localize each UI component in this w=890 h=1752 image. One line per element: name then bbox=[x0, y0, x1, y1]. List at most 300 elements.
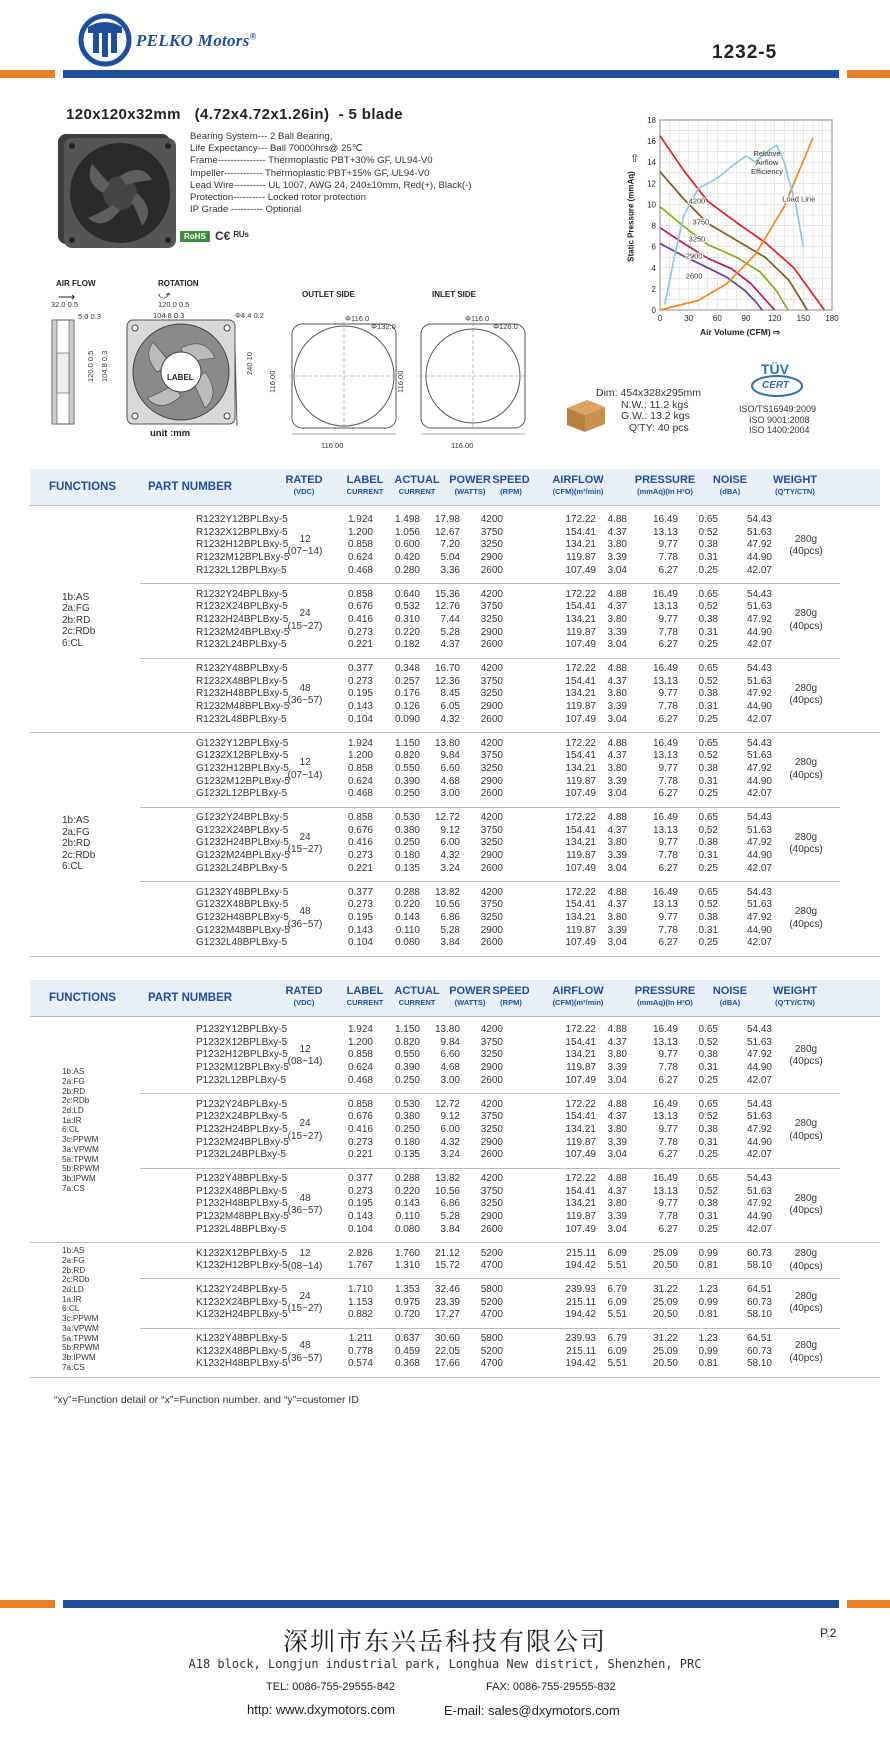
table-cell: 51.63 bbox=[746, 675, 772, 687]
table-cell: 54.43 bbox=[746, 1173, 772, 1184]
table-cell: 0.820 bbox=[394, 1036, 420, 1048]
table-cell: 54.43 bbox=[746, 1098, 772, 1110]
table-cell: 12.76 bbox=[434, 601, 460, 613]
weight: 280g bbox=[794, 1118, 818, 1130]
function-code: 5b:RPWM bbox=[62, 1343, 100, 1353]
table-cell: 0.195 bbox=[347, 688, 373, 700]
table-cell: 172.22 bbox=[565, 663, 596, 674]
table-cell: 0.110 bbox=[395, 924, 420, 936]
table-cell: 119.87 bbox=[566, 1136, 596, 1148]
function-code: 2b:RD bbox=[62, 614, 91, 626]
dim-label: Φ4.4 0.2 bbox=[235, 311, 264, 320]
table-cell: 3750 bbox=[480, 1036, 503, 1048]
table-cell: 172.22 bbox=[565, 737, 596, 749]
table-cell: 1.310 bbox=[394, 1260, 420, 1272]
chart-ytick-label: 8 bbox=[651, 221, 656, 231]
table-cell: 3.80 bbox=[607, 1049, 627, 1061]
rotation-arrow-icon: ⤻ bbox=[158, 288, 171, 302]
col-actual bbox=[390, 985, 444, 1008]
function-code: 6:CL bbox=[62, 1125, 80, 1135]
table-cell: 5.04 bbox=[440, 552, 460, 564]
table-row-part: P1232H48BPLBxy-5 bbox=[196, 1198, 288, 1210]
table-cell: 134.21 bbox=[565, 688, 596, 700]
table-cell: 44.90 bbox=[746, 1211, 772, 1223]
table-cell: 4.88 bbox=[607, 737, 627, 749]
table-cell: 0.65 bbox=[698, 886, 718, 898]
table-cell: 239.93 bbox=[565, 1333, 596, 1344]
function-code: 3c:PPWM bbox=[62, 1314, 99, 1324]
outlet-title: OUTLET SIDE bbox=[302, 290, 355, 299]
table-cell: 47.92 bbox=[746, 1123, 772, 1135]
airflow-title: AIR FLOW bbox=[56, 279, 96, 288]
table-cell: 3.39 bbox=[607, 775, 627, 787]
table-cell: 31.22 bbox=[652, 1283, 678, 1295]
table-cell: 0.31 bbox=[698, 701, 718, 713]
chart-annotation-line: Airflow bbox=[755, 157, 779, 167]
table-cell: 42.07 bbox=[746, 1223, 772, 1235]
table-cell: 6.86 bbox=[440, 911, 460, 923]
table-cell: 0.882 bbox=[347, 1309, 373, 1321]
chart-ytick-label: 10 bbox=[647, 200, 656, 210]
table-cell: 4.88 bbox=[607, 1024, 627, 1035]
table-cell: 0.180 bbox=[394, 1136, 420, 1148]
table-cell: 9.77 bbox=[658, 762, 678, 774]
header-divider bbox=[30, 1016, 880, 1017]
table-cell: 3.39 bbox=[607, 1211, 627, 1223]
col-power-title: POWER bbox=[449, 985, 491, 997]
table-cell: 1.200 bbox=[347, 526, 373, 538]
function-code: 2c:RDb bbox=[62, 1275, 90, 1285]
table-cell: 16.49 bbox=[652, 1098, 678, 1110]
table-cell: 1.211 bbox=[348, 1333, 373, 1344]
table-cell: 7.78 bbox=[658, 701, 678, 713]
header-bar-left bbox=[0, 70, 55, 78]
table-cell: 0.195 bbox=[347, 1198, 373, 1210]
weight: 280g bbox=[794, 682, 818, 694]
table-cell: 107.49 bbox=[565, 1223, 596, 1235]
table-cell: 60.73 bbox=[746, 1345, 772, 1357]
table-cell: 0.468 bbox=[347, 564, 373, 576]
table-row-part: G1232M48BPLBxy-5 bbox=[196, 924, 290, 936]
table-cell: 20.50 bbox=[652, 1309, 678, 1321]
table-cell: 0.126 bbox=[394, 701, 420, 713]
table-row-part: K1232Y24BPLBxy-5 bbox=[196, 1283, 288, 1295]
table-cell: 13.13 bbox=[652, 1185, 678, 1197]
table-cell: 4200 bbox=[480, 1173, 503, 1184]
col-pressure bbox=[625, 474, 705, 497]
table-row-part: K1232X12BPLBxy-5 bbox=[196, 1247, 288, 1259]
table-cell: 134.21 bbox=[565, 539, 596, 551]
chart-xtick-label: 30 bbox=[684, 314, 694, 323]
table-cell: 154.41 bbox=[565, 824, 596, 836]
table-cell: 25.09 bbox=[652, 1247, 678, 1259]
table-cell: 0.390 bbox=[394, 775, 420, 787]
table-cell: 3.24 bbox=[440, 862, 460, 874]
table-cell: 0.273 bbox=[347, 626, 373, 638]
table-cell: 4.68 bbox=[440, 775, 460, 787]
fax: FAX: 0086-755-29555-832 bbox=[486, 1681, 616, 1693]
table-cell: 3750 bbox=[480, 1111, 503, 1123]
table-cell: 16.49 bbox=[652, 514, 678, 525]
table-cell: 3.04 bbox=[607, 713, 627, 725]
table-cell: 2900 bbox=[480, 1062, 503, 1074]
table-cell: 54.43 bbox=[746, 588, 772, 600]
table-cell: 4.88 bbox=[607, 514, 627, 525]
col-label-unit: CURRENT bbox=[346, 998, 384, 1007]
table-cell: 0.25 bbox=[698, 713, 718, 725]
table-cell: 215.11 bbox=[566, 1296, 596, 1308]
logo bbox=[78, 13, 132, 67]
table-cell: 9.12 bbox=[440, 1111, 460, 1123]
table-cell: 0.31 bbox=[698, 924, 718, 936]
outlet-view-drawing bbox=[286, 318, 404, 436]
table-row-part: R1232M12BPLBxy-5 bbox=[196, 552, 290, 564]
email-link[interactable]: E-mail: sales@dxymotors.com bbox=[444, 1703, 620, 1718]
performance-chart bbox=[622, 116, 846, 340]
table-cell: 1.924 bbox=[347, 737, 373, 749]
table-cell: 16.70 bbox=[434, 663, 460, 674]
col-pressure-unit: (mmAq)(In H²O) bbox=[637, 487, 693, 496]
function-code: 5b:RPWM bbox=[62, 1164, 100, 1174]
table-cell: 0.104 bbox=[347, 1223, 373, 1235]
table-cell: 51.63 bbox=[746, 526, 772, 538]
spec-list bbox=[190, 131, 472, 216]
table-cell: 0.99 bbox=[698, 1296, 718, 1308]
rated-voltage: 24 bbox=[299, 608, 311, 620]
table-cell: 5800 bbox=[480, 1333, 503, 1344]
table-cell: 13.13 bbox=[652, 675, 678, 687]
chart-ytick-label: 0 bbox=[651, 306, 656, 315]
table-cell: 0.25 bbox=[698, 937, 718, 949]
table-cell: 7.78 bbox=[658, 1062, 678, 1074]
table-row-part: K1232H24BPLBxy-5 bbox=[196, 1309, 288, 1321]
table-cell: 4.32 bbox=[440, 850, 460, 862]
chart-annotation-line: Efficiency bbox=[751, 166, 784, 176]
table-cell: 2900 bbox=[480, 1211, 503, 1223]
function-code: 2b:RD bbox=[62, 1265, 86, 1275]
col-part-number: PART NUMBER bbox=[147, 992, 233, 1004]
table-cell: 4200 bbox=[480, 1098, 503, 1110]
table-row-part: K1232X24BPLBxy-5 bbox=[196, 1296, 288, 1308]
dim-label: 116.00 bbox=[396, 370, 405, 393]
table-cell: 0.52 bbox=[698, 1185, 718, 1197]
col-rated-unit: (VDC) bbox=[293, 998, 315, 1007]
table-cell: 0.820 bbox=[394, 750, 420, 762]
table-cell: 0.38 bbox=[698, 613, 718, 625]
table-cell: 0.25 bbox=[698, 564, 718, 576]
table-row-part: P1232L24BPLBxy-5 bbox=[196, 1149, 287, 1161]
iso-line: ISO/TS16949:2009 bbox=[739, 404, 817, 414]
fan-label-text: LABEL bbox=[167, 373, 194, 382]
col-weight-title: WEIGHT bbox=[773, 474, 817, 486]
table-cell: 30.60 bbox=[434, 1333, 460, 1344]
chart-annotation: 2600 bbox=[685, 271, 703, 281]
table-cell: 0.25 bbox=[698, 862, 718, 874]
table-cell: 13.13 bbox=[652, 601, 678, 613]
table-cell: 1.200 bbox=[347, 1036, 373, 1048]
col-actual-unit: CURRENT bbox=[398, 487, 436, 496]
table-cell: 172.22 bbox=[565, 886, 596, 898]
table-cell: 0.99 bbox=[698, 1247, 718, 1259]
table-cell: 6.05 bbox=[440, 701, 460, 713]
table-cell: 3.80 bbox=[607, 762, 627, 774]
table-cell: 6.09 bbox=[607, 1296, 627, 1308]
col-weight-title: WEIGHT bbox=[773, 985, 817, 997]
table-cell: 154.41 bbox=[565, 1111, 596, 1123]
table-cell: 107.49 bbox=[565, 862, 596, 874]
group-divider bbox=[140, 583, 840, 584]
table-cell: 3.80 bbox=[607, 837, 627, 849]
table-cell: 3.80 bbox=[607, 1123, 627, 1135]
table-cell: 3750 bbox=[480, 601, 503, 613]
iso-line: ISO 1400:2004 bbox=[749, 425, 810, 435]
table-cell: 0.52 bbox=[698, 601, 718, 613]
table-row-part: G1232M12BPLBxy-5 bbox=[196, 775, 290, 787]
table-cell: 107.49 bbox=[565, 937, 596, 949]
table-row-part: G1232L48BPLBxy-5 bbox=[196, 937, 288, 949]
table-cell: 2900 bbox=[480, 552, 503, 564]
table-cell: 194.42 bbox=[565, 1260, 596, 1272]
table-cell: 194.42 bbox=[565, 1309, 596, 1321]
table-cell: 0.273 bbox=[347, 1136, 373, 1148]
voltage-range: (07~14) bbox=[287, 546, 323, 558]
table-cell: 154.41 bbox=[565, 601, 596, 613]
table-cell: 7.44 bbox=[440, 613, 460, 625]
table-row-part: P1232X48BPLBxy-5 bbox=[196, 1185, 288, 1197]
table-cell: 4700 bbox=[480, 1358, 503, 1370]
chart-annotation: 2900 bbox=[685, 251, 703, 261]
table-cell: 154.41 bbox=[565, 1036, 596, 1048]
table-cell: 4200 bbox=[480, 663, 503, 674]
table-cell: 5200 bbox=[480, 1296, 503, 1308]
col-rated bbox=[278, 474, 330, 497]
table-cell: 0.31 bbox=[698, 1211, 718, 1223]
pcs-per-carton: (40pcs) bbox=[789, 620, 823, 632]
table-cell: 0.368 bbox=[394, 1358, 420, 1370]
table-cell: 172.22 bbox=[565, 812, 596, 823]
table-row-part: G1232H12BPLBxy-5 bbox=[196, 762, 289, 774]
table-row-part: R1232Y12BPLBxy-5 bbox=[196, 514, 288, 525]
table-row-part: K1232Y48BPLBxy-5 bbox=[196, 1333, 288, 1344]
table-cell: 0.720 bbox=[394, 1309, 420, 1321]
table-row-part: P1232M24BPLBxy-5 bbox=[196, 1136, 289, 1148]
col-noise-unit: (dBA) bbox=[719, 487, 741, 496]
chart-xtick-label: 90 bbox=[741, 314, 751, 323]
function-code: 2b:RD bbox=[62, 838, 91, 849]
table-cell: 42.07 bbox=[746, 788, 772, 800]
table-cell: 119.87 bbox=[566, 924, 596, 936]
dim-label: 5.0 0.3 bbox=[78, 312, 101, 321]
col-airflow-unit: (CFM)(m³/min) bbox=[552, 487, 604, 496]
table-row-part: G1232Y48BPLBxy-5 bbox=[196, 886, 289, 898]
block-divider bbox=[30, 1377, 880, 1378]
col-power-unit: (WATTS) bbox=[454, 487, 486, 496]
weight: 280g bbox=[794, 906, 818, 918]
pcs-per-carton: (40pcs) bbox=[789, 546, 823, 558]
table-cell: 16.49 bbox=[652, 663, 678, 674]
table-cell: 5200 bbox=[480, 1247, 503, 1259]
header-bar bbox=[63, 70, 839, 78]
table-cell: 0.250 bbox=[394, 837, 420, 849]
table-cell: 119.87 bbox=[566, 701, 596, 713]
function-code: 1b:AS bbox=[62, 591, 90, 603]
table-cell: 4.32 bbox=[440, 713, 460, 725]
table-cell: 13.82 bbox=[434, 886, 460, 898]
table-cell: 0.220 bbox=[394, 626, 420, 638]
col-weight-unit: (Q'TY/CTN) bbox=[775, 487, 815, 496]
table-cell: 6.27 bbox=[658, 1149, 678, 1161]
table-cell: 6.79 bbox=[607, 1283, 627, 1295]
table-cell: 0.220 bbox=[394, 1185, 420, 1197]
col-airflow bbox=[535, 985, 621, 1008]
table-cell: 2600 bbox=[480, 639, 503, 651]
dim-label: 104.8 0.3 bbox=[153, 311, 185, 320]
table-cell: 4.37 bbox=[607, 526, 627, 538]
table-cell: 0.135 bbox=[394, 1149, 420, 1161]
col-pressure-unit: (mmAq)(In H²O) bbox=[637, 998, 693, 1007]
table-cell: 0.135 bbox=[394, 862, 420, 874]
table-row-part: R1232X48BPLBxy-5 bbox=[196, 675, 288, 687]
rated-voltage: 12 bbox=[299, 757, 311, 769]
col-weight bbox=[760, 474, 830, 497]
table-cell: 0.220 bbox=[394, 899, 420, 911]
table-row-part: R1232X12BPLBxy-5 bbox=[196, 526, 288, 538]
col-functions: FUNCTIONS bbox=[48, 992, 117, 1004]
website-link[interactable]: http: www.dxymotors.com bbox=[247, 1702, 396, 1717]
table-cell: 16.49 bbox=[652, 1173, 678, 1184]
table-cell: 20.50 bbox=[652, 1260, 678, 1272]
table-cell: 0.080 bbox=[394, 937, 420, 949]
table-row-part: P1232M48BPLBxy-5 bbox=[196, 1211, 289, 1223]
ce-ul-marks: C€ ᴿᵁˢ bbox=[215, 229, 249, 243]
table-row-part: P1232Y48BPLBxy-5 bbox=[196, 1173, 288, 1184]
table-cell: 21.12 bbox=[434, 1247, 460, 1259]
rated-voltage: 48 bbox=[299, 906, 311, 918]
table-cell: 1.153 bbox=[347, 1296, 373, 1308]
function-code: 2a:FG bbox=[62, 1076, 85, 1086]
table-cell: 2600 bbox=[480, 862, 503, 874]
col-functions: FUNCTIONS bbox=[48, 481, 117, 493]
table-cell: 58.10 bbox=[746, 1309, 772, 1321]
table-cell: 4.88 bbox=[607, 886, 627, 898]
col-rated-unit: (VDC) bbox=[293, 487, 315, 496]
table-cell: 3.39 bbox=[607, 701, 627, 713]
table-cell: 47.92 bbox=[746, 688, 772, 700]
function-code: 2d:LD bbox=[62, 1285, 84, 1295]
voltage-range: (07~14) bbox=[287, 769, 323, 781]
pcs-per-carton: (40pcs) bbox=[789, 1056, 823, 1068]
table-cell: 4.32 bbox=[440, 1136, 460, 1148]
voltage-range: (36~57) bbox=[287, 695, 323, 707]
col-power-unit: (WATTS) bbox=[454, 998, 486, 1007]
table-cell: 0.416 bbox=[347, 613, 373, 625]
table-cell: 6.27 bbox=[658, 862, 678, 874]
col-label-unit: CURRENT bbox=[346, 487, 384, 496]
table-cell: 60.73 bbox=[746, 1247, 772, 1259]
col-rated-title: RATED bbox=[285, 474, 323, 486]
table-cell: 0.280 bbox=[394, 564, 420, 576]
voltage-range: (08~14) bbox=[287, 1260, 323, 1272]
block-divider bbox=[30, 1242, 880, 1243]
rohs-badge: RoHS bbox=[180, 231, 210, 242]
col-pressure-title: PRESSURE bbox=[634, 474, 696, 486]
table-cell: 51.63 bbox=[746, 750, 772, 762]
table-cell: 1.767 bbox=[347, 1260, 373, 1272]
table-cell: 4.88 bbox=[607, 663, 627, 674]
col-speed-title: SPEED bbox=[492, 474, 530, 486]
col-actual-title: ACTUAL bbox=[394, 474, 440, 486]
table-row-part: R1232X24BPLBxy-5 bbox=[196, 601, 288, 613]
table-cell: 5.28 bbox=[440, 924, 460, 936]
table-cell: 6.27 bbox=[658, 713, 678, 725]
col-label bbox=[340, 474, 390, 497]
function-code: 7a:CS bbox=[62, 1183, 85, 1193]
table-cell: 0.221 bbox=[347, 639, 373, 651]
table-cell: 0.530 bbox=[394, 812, 420, 823]
table-cell: 0.600 bbox=[394, 539, 420, 551]
table-cell: 13.80 bbox=[434, 1024, 460, 1035]
col-noise-title: NOISE bbox=[712, 474, 748, 486]
function-code: 1b:AS bbox=[62, 1246, 85, 1256]
table-cell: 3.00 bbox=[440, 788, 460, 800]
rotation-title: ROTATION bbox=[158, 279, 199, 288]
table-cell: 42.07 bbox=[746, 639, 772, 651]
table-cell: 134.21 bbox=[565, 1198, 596, 1210]
table-cell: 5200 bbox=[480, 1345, 503, 1357]
table-cell: 9.77 bbox=[658, 1049, 678, 1061]
table-cell: 0.65 bbox=[698, 1024, 718, 1035]
table-cell: 13.13 bbox=[652, 1036, 678, 1048]
function-code: 2b:RD bbox=[62, 1086, 86, 1096]
table-cell: 4.37 bbox=[607, 750, 627, 762]
arrow-up-icon: ⇧ bbox=[630, 152, 640, 166]
chart-ytick-label: 14 bbox=[647, 158, 656, 168]
table-cell: 12.67 bbox=[434, 526, 460, 538]
weight: 280g bbox=[794, 1290, 818, 1302]
function-code: 3a:VPWM bbox=[62, 1323, 99, 1333]
table-cell: 0.380 bbox=[394, 1111, 420, 1123]
table-cell: 10.56 bbox=[434, 899, 460, 911]
dim-label: 32.0 0.5 bbox=[51, 300, 79, 309]
iso-line: ISO 9001:2008 bbox=[749, 414, 810, 425]
col-airflow-title: AIRFLOW bbox=[552, 985, 604, 997]
dim-label: 240 10 bbox=[245, 352, 254, 375]
table-cell: 0.468 bbox=[347, 788, 373, 800]
table-cell: 107.49 bbox=[565, 713, 596, 725]
table-cell: 13.80 bbox=[434, 737, 460, 749]
table-cell: 1.353 bbox=[394, 1283, 420, 1295]
group-divider bbox=[140, 658, 840, 659]
function-code: 7a:CS bbox=[62, 1362, 85, 1372]
dim-label: Φ126.0 bbox=[493, 322, 518, 331]
table-cell: 0.624 bbox=[347, 552, 373, 564]
table-cell: 31.22 bbox=[652, 1333, 678, 1344]
table-cell: 3250 bbox=[480, 688, 503, 700]
table-cell: 5800 bbox=[480, 1283, 503, 1295]
header-bar-right bbox=[847, 70, 890, 78]
rated-voltage: 24 bbox=[299, 831, 311, 843]
table-cell: 9.77 bbox=[658, 688, 678, 700]
table-cell: 3.80 bbox=[607, 911, 627, 923]
performance-chart-svg bbox=[622, 116, 846, 340]
table-cell: 0.52 bbox=[698, 750, 718, 762]
table-cell: 2900 bbox=[480, 850, 503, 862]
table-row-part: R1232L12BPLBxy-5 bbox=[196, 564, 287, 576]
table-cell: 64.51 bbox=[746, 1283, 772, 1295]
table-cell: 44.90 bbox=[746, 1062, 772, 1074]
table-row-part: R1232Y24BPLBxy-5 bbox=[196, 588, 288, 600]
table-cell: 51.63 bbox=[746, 1036, 772, 1048]
